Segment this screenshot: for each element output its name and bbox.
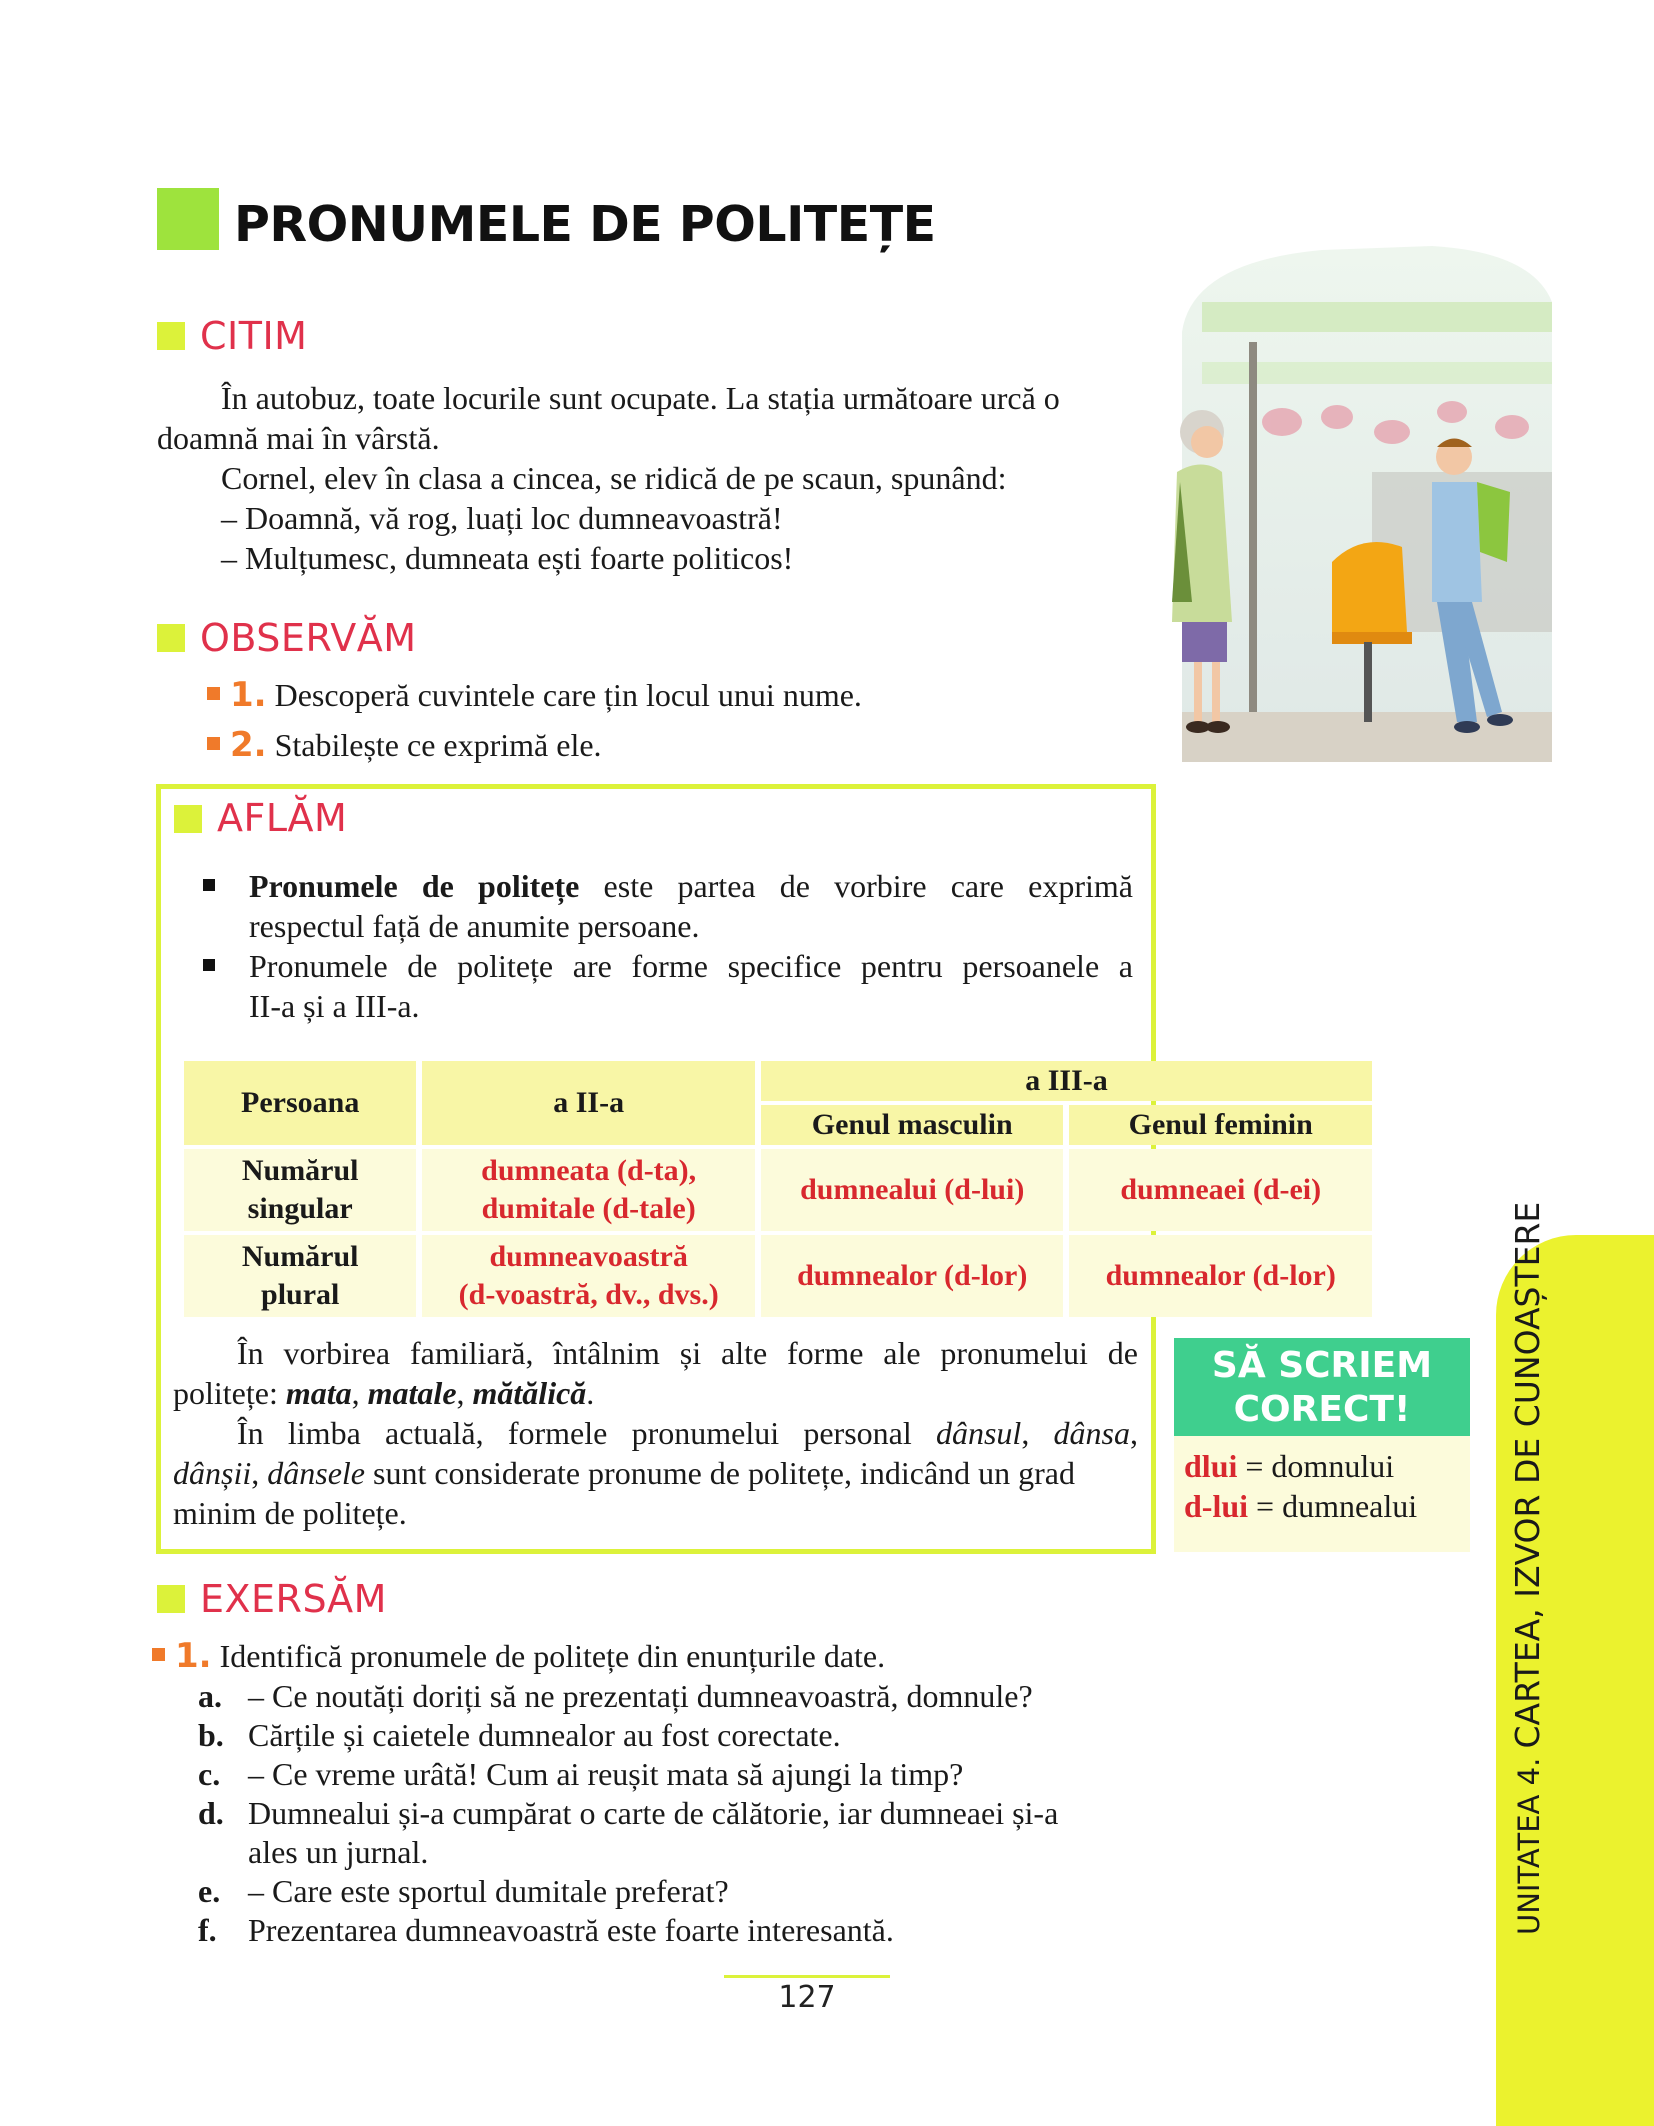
citim-text — [157, 378, 1157, 578]
cell-a2: dumneata (d-ta), dumitale (d-tale) — [422, 1149, 755, 1231]
table-row — [184, 1235, 1372, 1317]
aflam-bullet: Pronumele de politețe este partea de vorbire care exprimă — [203, 866, 1133, 906]
list-item: f. Prezentarea dumneavoastră este foarte interesantă. — [198, 1912, 894, 1948]
page-number: 127 — [778, 1980, 836, 2015]
row-label: Numărul singular — [184, 1149, 416, 1231]
bus-scene-illustration — [1132, 242, 1564, 762]
orange-square-icon — [207, 687, 220, 700]
aflam-bullet-cont: II-a și a III-a. — [249, 988, 420, 1024]
aflam-para: minim de politețe. — [173, 1495, 407, 1531]
th-masc: Genul masculin — [761, 1105, 1064, 1145]
page-number-rule — [724, 1975, 890, 1978]
cell-fem: dumnealor (d-lor) — [1069, 1235, 1372, 1317]
citim-line: doamnă mai în vârstă. — [157, 420, 440, 456]
bullet-icon — [203, 959, 215, 971]
aflam-para: politețe: mata, matale, mătălică. — [173, 1375, 595, 1411]
observam-item: 1. Descoperă cuvintele care țin locul unui nume. — [207, 670, 1107, 720]
th-a3: a III-a — [761, 1061, 1372, 1101]
aflam-para: dânșii, dânsele sunt considerate pronume de politețe, indicând un grad — [173, 1455, 1075, 1491]
citim-line: Cornel, elev în clasa a cincea, se ridică de pe scaun, spunând: — [221, 460, 1007, 496]
list-item: a. – Ce noutăți doriți să ne prezentați dumneavoastră, domnule? — [198, 1678, 1033, 1714]
aflam-paragraphs — [173, 1333, 1138, 1533]
list-item-cont: ales un jurnal. — [248, 1834, 429, 1870]
unit-side-text: UNITATEA 4. CARTEA, IZVOR DE CUNOAȘTERE — [1508, 1201, 1547, 1935]
aflam-bullets — [203, 866, 1133, 1026]
exersam-list — [198, 1677, 1148, 1950]
cell-masc: dumnealui (d-lui) — [761, 1149, 1064, 1231]
row-label: Numărul plural — [184, 1235, 416, 1317]
citim-heading: CITIM — [200, 314, 308, 358]
list-item: d. Dumnealui și-a cumpărat o carte de călătorie, iar dumneaei și-a — [198, 1795, 1059, 1831]
th-persoana: Persoana — [184, 1061, 416, 1145]
aflam-para: În vorbirea familiară, întâlnim și alte forme ale pronumelui de — [237, 1335, 1138, 1371]
th-fem: Genul feminin — [1069, 1105, 1372, 1145]
list-item: c. – Ce vreme urâtă! Cum ai reușit mata să ajungi la timp? — [198, 1756, 964, 1792]
observam-heading: OBSERVĂM — [200, 616, 417, 660]
citim-line: În autobuz, toate locurile sunt ocupate. La stația următoare urcă o — [221, 380, 1060, 416]
bullet-icon — [203, 879, 215, 891]
aflam-square — [174, 805, 202, 833]
citim-square — [157, 322, 185, 350]
pronoun-table — [184, 1057, 1381, 1321]
exersam-instruction: 1. Identifică pronumele de politețe din enunțurile date. — [152, 1636, 1152, 1676]
exersam-heading: EXERSĂM — [200, 1577, 387, 1621]
corect-heading: SĂ SCRIEM CORECT! — [1174, 1338, 1470, 1436]
exersam-square — [157, 1585, 185, 1613]
orange-square-icon — [207, 737, 220, 750]
cell-masc: dumnealor (d-lor) — [761, 1235, 1064, 1317]
citim-line: – Doamnă, vă rog, luați loc dumneavoastră! — [221, 500, 783, 536]
observam-square — [157, 624, 185, 652]
observam-list — [207, 670, 1107, 770]
aflam-bullet-cont: respectul față de anumite persoane. — [249, 908, 700, 944]
orange-square-icon — [152, 1648, 165, 1661]
table-row — [184, 1149, 1372, 1231]
aflam-heading: AFLĂM — [217, 796, 348, 840]
aflam-para: În limba actuală, formele pronumelui personal dânsul, dânsa, — [237, 1415, 1138, 1451]
corect-text: dlui = domnului d-lui = dumnealui — [1184, 1448, 1418, 1524]
cell-a2: dumneavoastră (d-voastră, dv., dvs.) — [422, 1235, 755, 1317]
th-a2: a II-a — [422, 1061, 755, 1145]
title-square — [157, 188, 219, 250]
citim-line: – Mulțumesc, dumneata ești foarte politicos! — [221, 540, 794, 576]
observam-item: 2. Stabilește ce exprimă ele. — [207, 720, 1107, 770]
page-title: PRONUMELE DE POLITEȚE — [234, 196, 936, 253]
list-item: b. Cărțile și caietele dumnealor au fost corectate. — [198, 1717, 841, 1753]
aflam-bullet: Pronumele de politețe are forme specifice pentru persoanele a — [203, 946, 1133, 986]
list-item: e. – Care este sportul dumitale preferat? — [198, 1873, 729, 1909]
cell-fem: dumneaei (d-ei) — [1069, 1149, 1372, 1231]
